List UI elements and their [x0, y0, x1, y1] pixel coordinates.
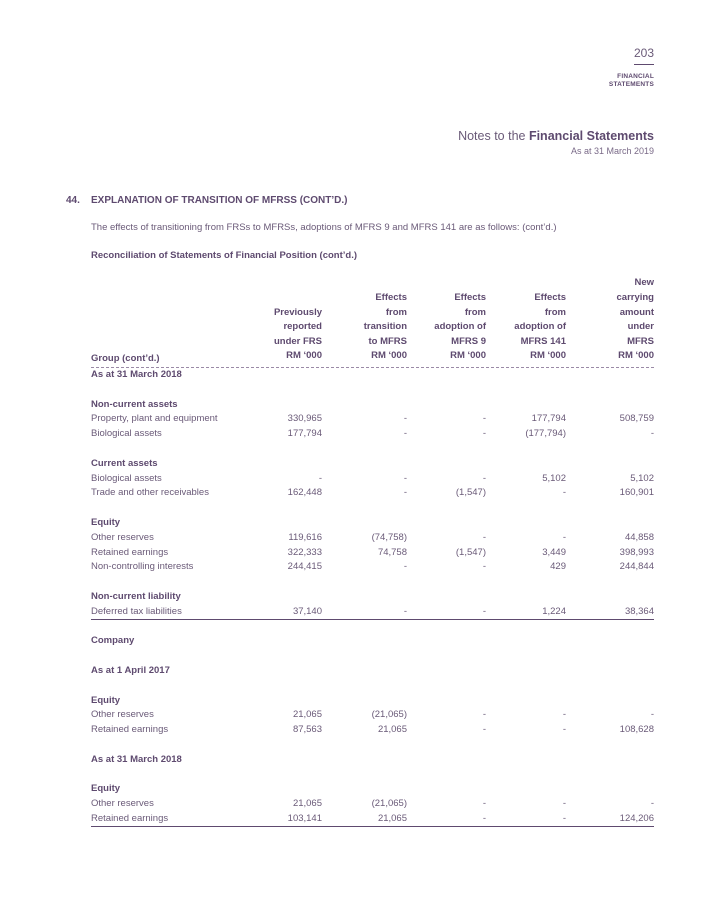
- section-heading-label: As at 1 April 2017: [91, 664, 170, 676]
- row-label: Retained earnings: [91, 812, 169, 824]
- row-value: -: [482, 428, 486, 440]
- row-value: -: [482, 812, 486, 824]
- row-value: -: [562, 812, 566, 824]
- note-intro: The effects of transitioning from FRSs to MFRSs, adoptions of MFRS 9 and MFRS 141 are as follows: (cont’d.): [91, 222, 557, 233]
- table-row: [91, 531, 654, 546]
- row-value: 21,065: [292, 798, 322, 810]
- column-header: Previously reported under FRS RM ‘000: [273, 306, 322, 362]
- table-row: [91, 797, 654, 812]
- row-value: 244,415: [287, 561, 322, 573]
- section-heading-label: Current assets: [91, 457, 158, 469]
- row-value: -: [482, 724, 486, 736]
- row-label: Retained earnings: [91, 546, 169, 558]
- table-row: [91, 812, 654, 827]
- table-section-heading: [91, 634, 654, 649]
- notes-date: As at 31 March 2019: [570, 146, 654, 156]
- row-value: -: [650, 428, 654, 440]
- row-value: 3,449: [542, 546, 566, 558]
- group-label: Group (cont’d.): [91, 353, 160, 364]
- row-value: 330,965: [287, 413, 322, 425]
- row-value: -: [562, 709, 566, 721]
- section-heading-label: Equity: [91, 516, 121, 528]
- row-value: -: [403, 561, 407, 573]
- row-value: 87,563: [292, 724, 322, 736]
- table-row: [91, 605, 654, 620]
- table-spacer: [91, 738, 654, 753]
- table-row: [91, 427, 654, 442]
- row-value: 103,141: [287, 812, 322, 824]
- row-value: -: [562, 531, 566, 543]
- row-value: -: [482, 413, 486, 425]
- table-spacer: [91, 575, 654, 590]
- row-value: -: [403, 428, 407, 440]
- section-heading-label: Company: [91, 635, 135, 647]
- table-section-heading: [91, 753, 654, 768]
- notes-title-prefix: Notes to the: [458, 129, 529, 143]
- row-value: 21,065: [377, 724, 407, 736]
- section-heading-label: Non-current assets: [91, 398, 178, 410]
- row-value: 37,140: [292, 605, 322, 617]
- table-section-heading: [91, 516, 654, 531]
- row-value: 429: [550, 561, 566, 573]
- row-value: -: [482, 561, 486, 573]
- notes-title-bold: Financial Statements: [528, 129, 654, 143]
- note-title: EXPLANATION OF TRANSITION OF MFRSS (CONT’D.): [91, 195, 348, 206]
- section-heading-label: As at 31 March 2018: [91, 369, 182, 380]
- table-row: [91, 486, 654, 501]
- notes-title: [458, 129, 654, 143]
- reconciliation-table: [91, 278, 654, 827]
- row-value: -: [403, 487, 407, 499]
- column-header: New carrying amount under MFRS RM ‘000: [616, 277, 654, 362]
- row-value: 162,448: [287, 487, 322, 499]
- row-label: Biological assets: [91, 428, 162, 440]
- table-header: [91, 278, 654, 368]
- row-value: -: [650, 798, 654, 810]
- row-value: 5,102: [630, 472, 654, 484]
- row-value: 398,993: [619, 546, 654, 558]
- row-value: -: [403, 605, 407, 617]
- table-spacer: [91, 442, 654, 457]
- table-row: [91, 546, 654, 561]
- table-row: [91, 560, 654, 575]
- section-label: [609, 73, 654, 89]
- table-section-heading: [91, 782, 654, 797]
- row-value: (21,065): [371, 709, 407, 721]
- column-header: Effects from transition to MFRS RM ‘000: [363, 292, 407, 362]
- table-spacer: [91, 620, 654, 635]
- row-label: Biological assets: [91, 472, 162, 484]
- table-row: [91, 723, 654, 738]
- row-value: -: [403, 472, 407, 484]
- row-value: 108,628: [619, 724, 654, 736]
- table-section-heading: [91, 398, 654, 413]
- table-section-heading: [91, 664, 654, 679]
- row-value: 38,364: [624, 605, 654, 617]
- table-spacer: [91, 383, 654, 398]
- table-row: [91, 472, 654, 487]
- row-value: 177,794: [287, 428, 322, 440]
- table-spacer: [91, 649, 654, 664]
- table-spacer: [91, 768, 654, 783]
- row-value: 508,759: [619, 413, 654, 425]
- row-value: (74,758): [371, 531, 407, 543]
- row-value: 124,206: [619, 812, 654, 824]
- row-value: -: [403, 413, 407, 425]
- row-value: -: [482, 798, 486, 810]
- row-value: (21,065): [371, 798, 407, 810]
- row-label: Other reserves: [91, 531, 154, 543]
- row-value: 74,758: [377, 546, 407, 558]
- table-section-heading: [91, 694, 654, 709]
- row-value: 21,065: [292, 709, 322, 721]
- section-heading-label: As at 31 March 2018: [91, 753, 182, 765]
- row-value: -: [562, 487, 566, 499]
- row-value: (1,547): [455, 546, 486, 558]
- row-value: -: [650, 709, 654, 721]
- row-value: 44,858: [624, 531, 654, 543]
- table-section-heading: [91, 457, 654, 472]
- page-number: 203: [633, 46, 654, 60]
- row-value: 21,065: [377, 812, 407, 824]
- section-heading-label: Equity: [91, 694, 121, 706]
- row-value: -: [482, 472, 486, 484]
- row-value: 1,224: [542, 605, 566, 617]
- section-label-line2: STATEMENTS: [608, 81, 654, 88]
- row-value: (1,547): [455, 487, 486, 499]
- note-subheading: Reconciliation of Statements of Financial Position (cont’d.): [91, 250, 358, 261]
- section-label-line1: FINANCIAL: [617, 73, 654, 80]
- row-value: -: [562, 798, 566, 810]
- table-row: [91, 412, 654, 427]
- row-value: 160,901: [619, 487, 654, 499]
- table-section-heading: [91, 590, 654, 605]
- note-heading: [66, 195, 347, 206]
- row-label: Retained earnings: [91, 724, 169, 736]
- table-section-heading: [91, 368, 654, 383]
- row-value: -: [562, 724, 566, 736]
- row-value: -: [482, 531, 486, 543]
- page-number-rule: [634, 64, 654, 65]
- section-heading-label: Equity: [91, 783, 121, 795]
- table-body: [91, 368, 654, 827]
- row-value: 119,616: [288, 531, 322, 543]
- column-header: Effects from adoption of MFRS 141 RM ‘000: [514, 292, 566, 362]
- row-label: Other reserves: [91, 798, 154, 810]
- row-value: 244,844: [619, 561, 654, 573]
- row-label: Other reserves: [91, 709, 154, 721]
- column-header: Effects from adoption of MFRS 9 RM ‘000: [434, 292, 486, 362]
- row-value: -: [482, 605, 486, 617]
- section-heading-label: Non-current liability: [91, 590, 181, 602]
- note-number: 44.: [66, 195, 80, 206]
- row-label: Trade and other receivables: [91, 487, 209, 499]
- row-value: 322,333: [287, 546, 322, 558]
- row-value: 5,102: [542, 472, 566, 484]
- row-label: Deferred tax liabilities: [91, 605, 182, 617]
- row-value: (177,794): [525, 428, 566, 440]
- row-value: -: [482, 709, 486, 721]
- row-value: -: [318, 472, 322, 484]
- table-spacer: [91, 501, 654, 516]
- table-spacer: [91, 679, 654, 694]
- table-row: [91, 708, 654, 723]
- row-label: Non-controlling interests: [91, 561, 194, 573]
- row-label: Property, plant and equipment: [91, 413, 218, 425]
- row-value: 177,794: [531, 413, 566, 425]
